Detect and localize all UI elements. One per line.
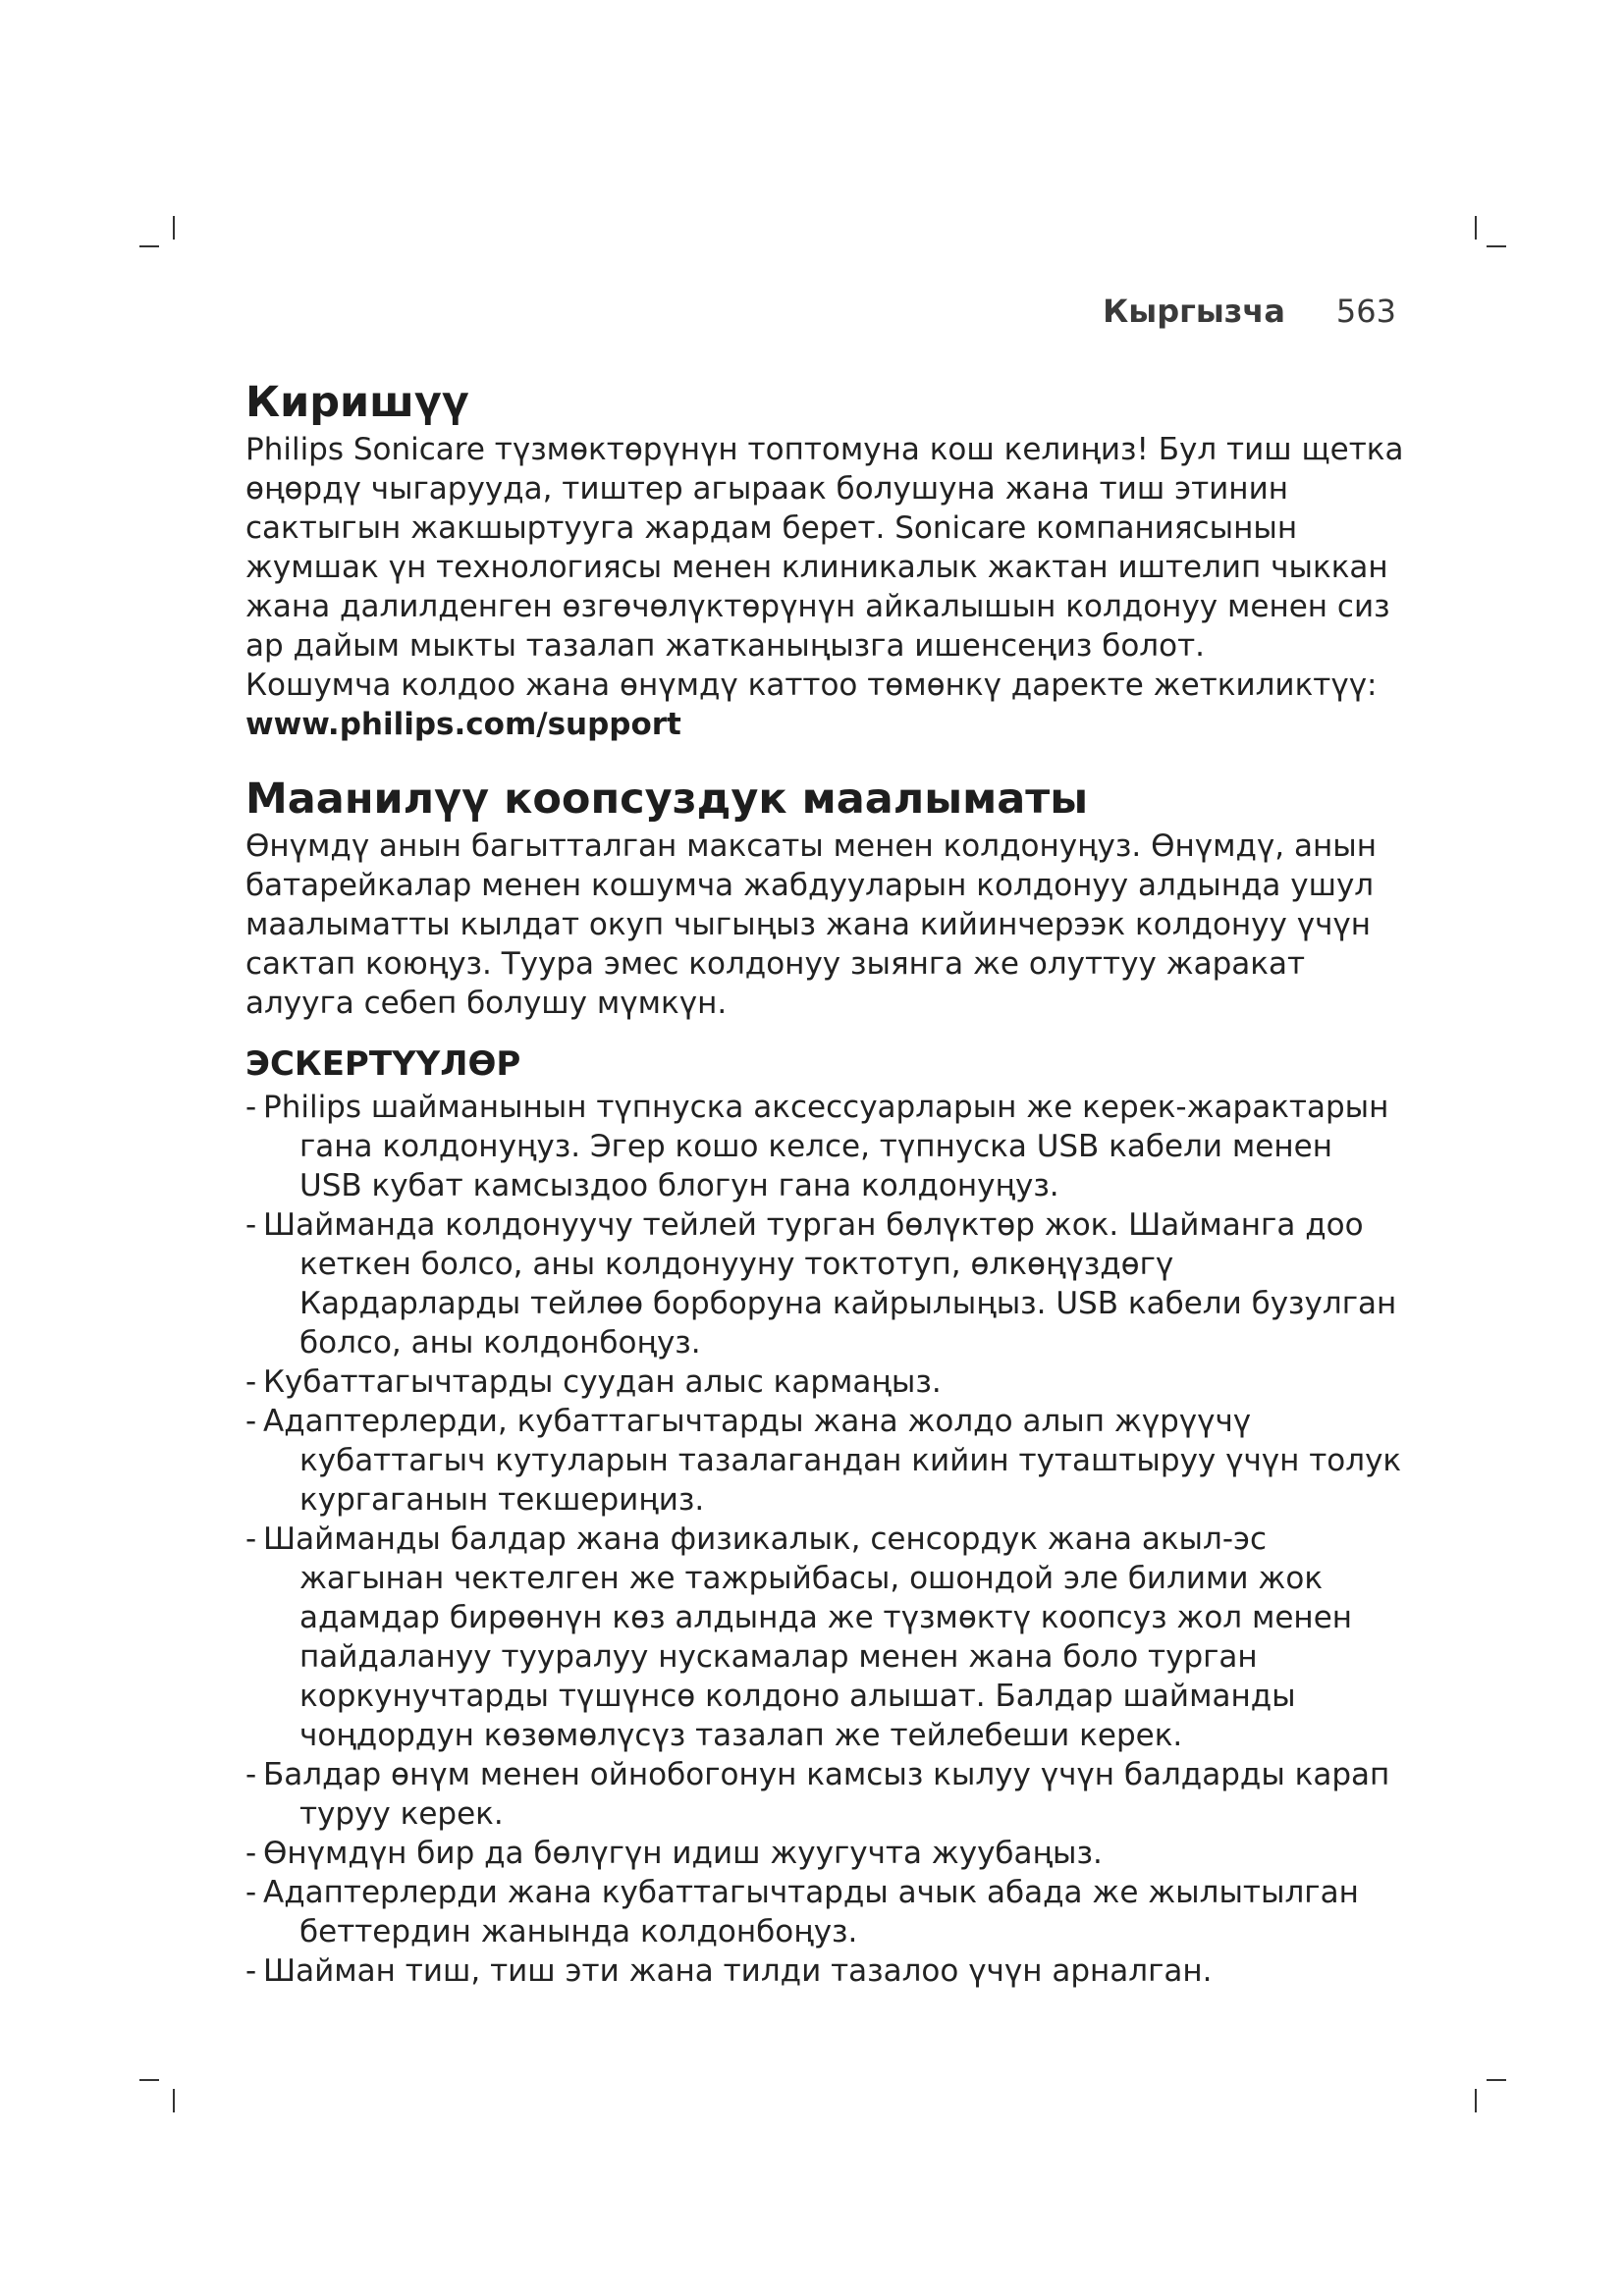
- support-text: Кошумча колдоо жана өнүмдү каттоо төмөнкү даректе жеткиликтүү:: [245, 667, 1378, 703]
- safety-section: [245, 772, 1404, 1991]
- safety-paragraph: Өнүмдү анын багытталган максаты менен колдонуңуз. Өнүмдү, анын батарейкалар менен кошумча жабдууларын колдонуу алдында ушул маалыматты кылдат окуп чыгыңыз жана кийинчерээк колдонуу үчүн сактап коюңуз. Туура эмес колдонуу зыянга же олуттуу жаракат алууга себеп болушу мүмкүн.: [245, 828, 1377, 1021]
- warning-text: Кубаттагычтарды суудан алыс кармаңыз.: [263, 1364, 942, 1400]
- warnings-list: [245, 1088, 1404, 1991]
- list-item: - Шайманда колдонуучу тейлей турган бөлүктөр жок. Шайманга доо кеткен болсо, аны колдонууну токтотуп, өлкөңүздөгү Кардарларды тейлөө борборуна кайрылыңыз. USB кабели бузулган болсо, аны колдонбоңуз.: [245, 1207, 1397, 1361]
- crop-mark: [139, 245, 159, 247]
- page-number: 563: [1335, 293, 1396, 330]
- language-label: Кыргызча: [1103, 293, 1285, 330]
- list-item: - Кубаттагычтарды суудан алыс кармаңыз.: [245, 1364, 942, 1400]
- warning-text: Адаптерлерди, кубаттагычтарды жана жолдо алып жүрүүчү кубаттагыч кутуларын тазалагандан кийин туташтыруу үчүн толук кургаганын текшериңиз.: [263, 1404, 1402, 1518]
- intro-section: [245, 375, 1404, 744]
- crop-mark: [1487, 2079, 1506, 2081]
- safety-title: Маанилүү коопсуздук маалыматы: [245, 774, 1089, 824]
- crop-mark: [173, 216, 175, 240]
- list-item: - Шайманды балдар жана физикалык, сенсордук жана акыл-эс жагынан чектелген же тажрыйбасы, ошондой эле билими жок адамдар бирөөнүн көз алдында же түзмөктү коопсуз жол менен пайдалануу тууралуу нускамалар менен жана боло турган коркунучтарды түшүнсө колдоно алышат. Балдар шайманды чоңдордун көзөмөлүсүз тазалап же тейлебеши керек.: [245, 1522, 1353, 1753]
- warnings-title: ЭСКЕРТҮҮЛӨР: [245, 1044, 521, 1084]
- list-item: - Адаптерлерди, кубаттагычтарды жана жолдо алып жүрүүчү кубаттагыч кутуларын тазалагандан кийин туташтыруу үчүн толук кургаганын текшериңиз.: [245, 1404, 1402, 1518]
- crop-mark: [1475, 2089, 1477, 2112]
- list-item: - Өнүмдүн бир да бөлүгүн идиш жуугучта жуубаңыз.: [245, 1836, 1103, 1871]
- page-content: [245, 375, 1404, 1991]
- intro-paragraph: Philips Sonicare түзмөктөрүнүн топтомуна кош келиңиз! Бул тиш щетка өңөрдү чыгарууда, тиштер агыраак болушуна жана тиш этинин сактыгын жакшыртууга жардам берет. Sonicare компаниясынын жумшак үн технологиясы менен клиникалык жактан иштелип чыккан жана далилденген өзгөчөлүктөрүнүн айкалышын колдонуу менен сиз ар дайым мыкты тазалап жатканыңызга ишенсеңиз болот.: [245, 432, 1404, 664]
- intro-title: Киришүү: [245, 378, 469, 427]
- crop-mark: [1475, 216, 1477, 240]
- warning-text: Шайман тиш, тиш эти жана тилди тазалоо үчүн арналган.: [263, 1953, 1213, 1989]
- crop-mark: [139, 2079, 159, 2081]
- list-item: - Адаптерлерди жана кубаттагычтарды ачык абада же жылытылган беттердин жанында колдонбоңуз.: [245, 1875, 1359, 1949]
- page-header: [1103, 293, 1396, 330]
- support-link[interactable]: www.philips.com/support: [245, 707, 681, 742]
- crop-mark: [173, 2089, 175, 2112]
- warning-text: Шайманды балдар жана физикалык, сенсордук жана акыл-эс жагынан чектелген же тажрыйбасы, ошондой эле билими жок адамдар бирөөнүн көз алдында же түзмөктү коопсуз жол менен пайдалануу тууралуу нускамалар менен жана боло турган коркунучтарды түшүнсө колдоно алышат. Балдар шайманды чоңдордун көзөмөлүсүз тазалап же тейлебеши керек.: [263, 1522, 1353, 1753]
- list-item: - Philips шайманынын түпнуска аксессуарларын же керек-жарактарын гана колдонуңуз. Эгер кошо келсе, түпнуска USB кабели менен USB кубат камсыздоо блогун гана колдонуңуз.: [245, 1090, 1389, 1203]
- warning-text: Шайманда колдонуучу тейлей турган бөлүктөр жок. Шайманга доо кеткен болсо, аны колдонууну токтотуп, өлкөңүздөгү Кардарларды тейлөө борборуна кайрылыңыз. USB кабели бузулган болсо, аны колдонбоңуз.: [263, 1207, 1397, 1361]
- warning-text: Балдар өнүм менен ойнобогонун камсыз кылуу үчүн балдарды карап туруу керек.: [263, 1757, 1390, 1832]
- warning-text: Philips шайманынын түпнуска аксессуарларын же керек-жарактарын гана колдонуңуз. Эгер кошо келсе, түпнуска USB кабели менен USB кубат камсыздоо блогун гана колдонуңуз.: [263, 1090, 1389, 1203]
- crop-mark: [1487, 245, 1506, 247]
- warning-text: Адаптерлерди жана кубаттагычтарды ачык абада же жылытылган беттердин жанында колдонбоңуз.: [263, 1875, 1359, 1949]
- list-item: - Балдар өнүм менен ойнобогонун камсыз кылуу үчүн балдарды карап туруу керек.: [245, 1757, 1390, 1832]
- warning-text: Өнүмдүн бир да бөлүгүн идиш жуугучта жуубаңыз.: [263, 1836, 1103, 1871]
- list-item: - Шайман тиш, тиш эти жана тилди тазалоо үчүн арналган.: [245, 1953, 1213, 1989]
